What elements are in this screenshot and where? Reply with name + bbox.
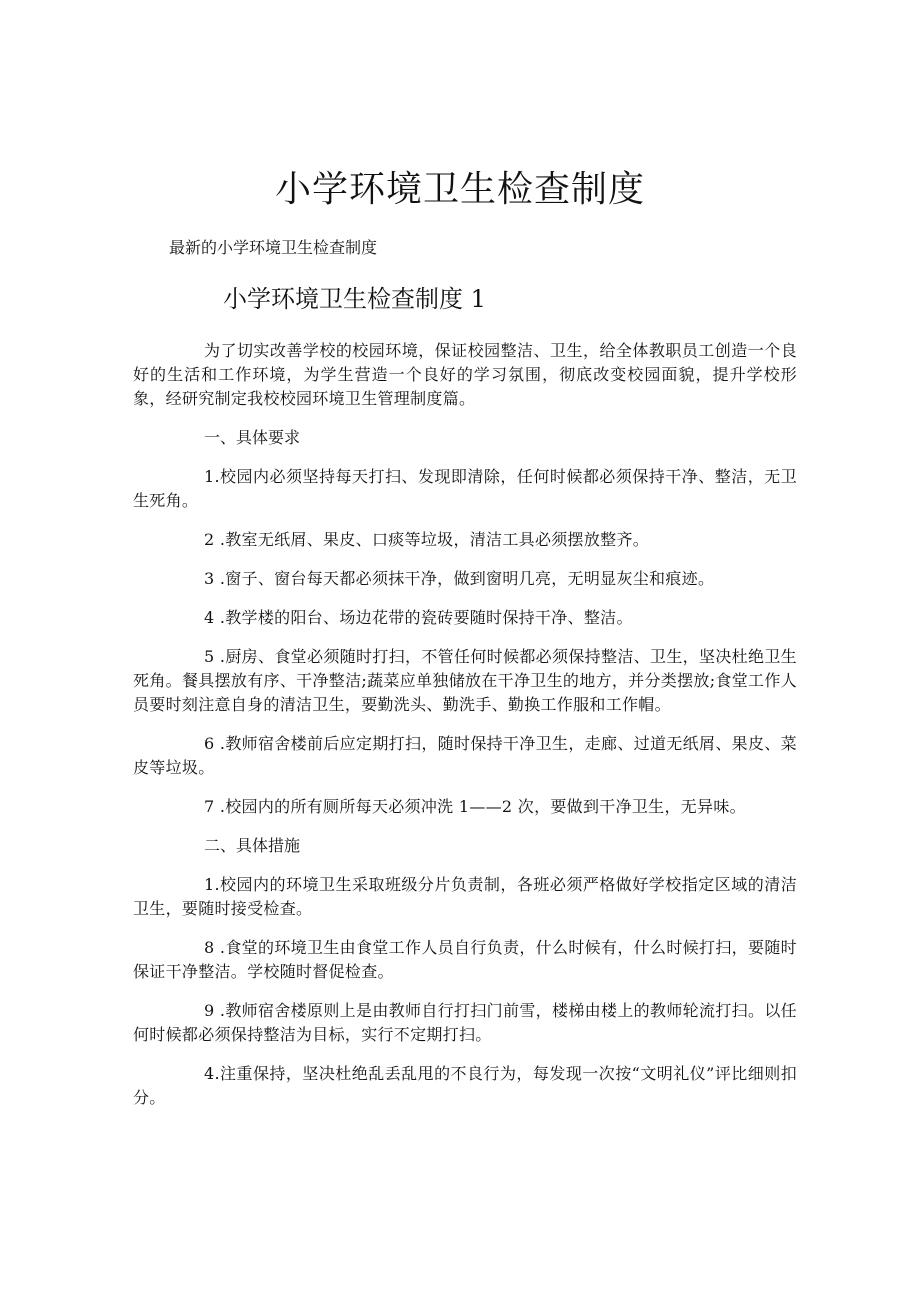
list-item: 9 .教师宿舍楼原则上是由教师自行打扫门前雪，楼梯由楼上的教师轮流打扫。以任何时候都必须保持整洁为目标，实行不定期打扫。 [133, 1001, 797, 1044]
list-item: 6 .教师宿舍楼前后应定期打扫，随时保持干净卫生，走廊、过道无纸屑、果皮、菜皮等垃圾。 [133, 734, 797, 777]
list-item: 8 .食堂的环境卫生由食堂工作人员自行负责，什么时候有，什么时候打扫，要随时保证干净整洁。学校随时督促检查。 [133, 938, 797, 981]
document-subtitle: 最新的小学环境卫生检查制度 [169, 238, 378, 257]
list-item: 7 .校园内的所有厕所每天必须冲洗 1——2 次，要做到干净卫生，无异味。 [204, 797, 746, 816]
section-title: 小学环境卫生检查制度 1 [223, 285, 486, 313]
list-item: 1.校园内必须坚持每天打扫、发现即清除，任何时候都必须保持干净、整洁，无卫生死角。 [133, 467, 797, 510]
part1-heading: 一、具体要求 [204, 428, 301, 447]
intro-paragraph: 为了切实改善学校的校园环境，保证校园整洁、卫生，给全体教职员工创造一个良好的生活和工作环境，为学生营造一个良好的学习氛围，彻底改变校园面貌，提升学校形象，经研究制定我校校园环境卫生管理制度篇。 [133, 341, 797, 408]
document-body [133, 339, 797, 1125]
document-title: 小学环境卫生检查制度 [274, 169, 645, 210]
list-item: 4.注重保持，坚决杜绝乱丢乱甩的不良行为，每发现一次按“文明礼仪”评比细则扣分。 [133, 1064, 797, 1107]
part2-heading: 二、具体措施 [204, 836, 301, 855]
list-item: 3 .窗子、窗台每天都必须抹干净，做到窗明几亮，无明显灰尘和痕迹。 [204, 569, 715, 588]
list-item: 1.校园内的环境卫生采取班级分片负责制，各班必须严格做好学校指定区域的清洁卫生，要随时接受检查。 [133, 875, 797, 918]
list-item: 5 .厨房、食堂必须随时打扫，不管任何时候都必须保持整洁、卫生，坚决杜绝卫生死角。餐具摆放有序、干净整洁;蔬菜应单独储放在干净卫生的地方，并分类摆放;食堂工作人员要时刻注意自身的清洁卫生，要勤洗头、勤洗手、勤换工作服和工作帽。 [133, 647, 797, 714]
list-item: 4 .教学楼的阳台、场边花带的瓷砖要随时保持干净、整洁。 [204, 608, 633, 627]
list-item: 2 .教室无纸屑、果皮、口痰等垃圾，清洁工具必须摆放整齐。 [204, 530, 650, 549]
